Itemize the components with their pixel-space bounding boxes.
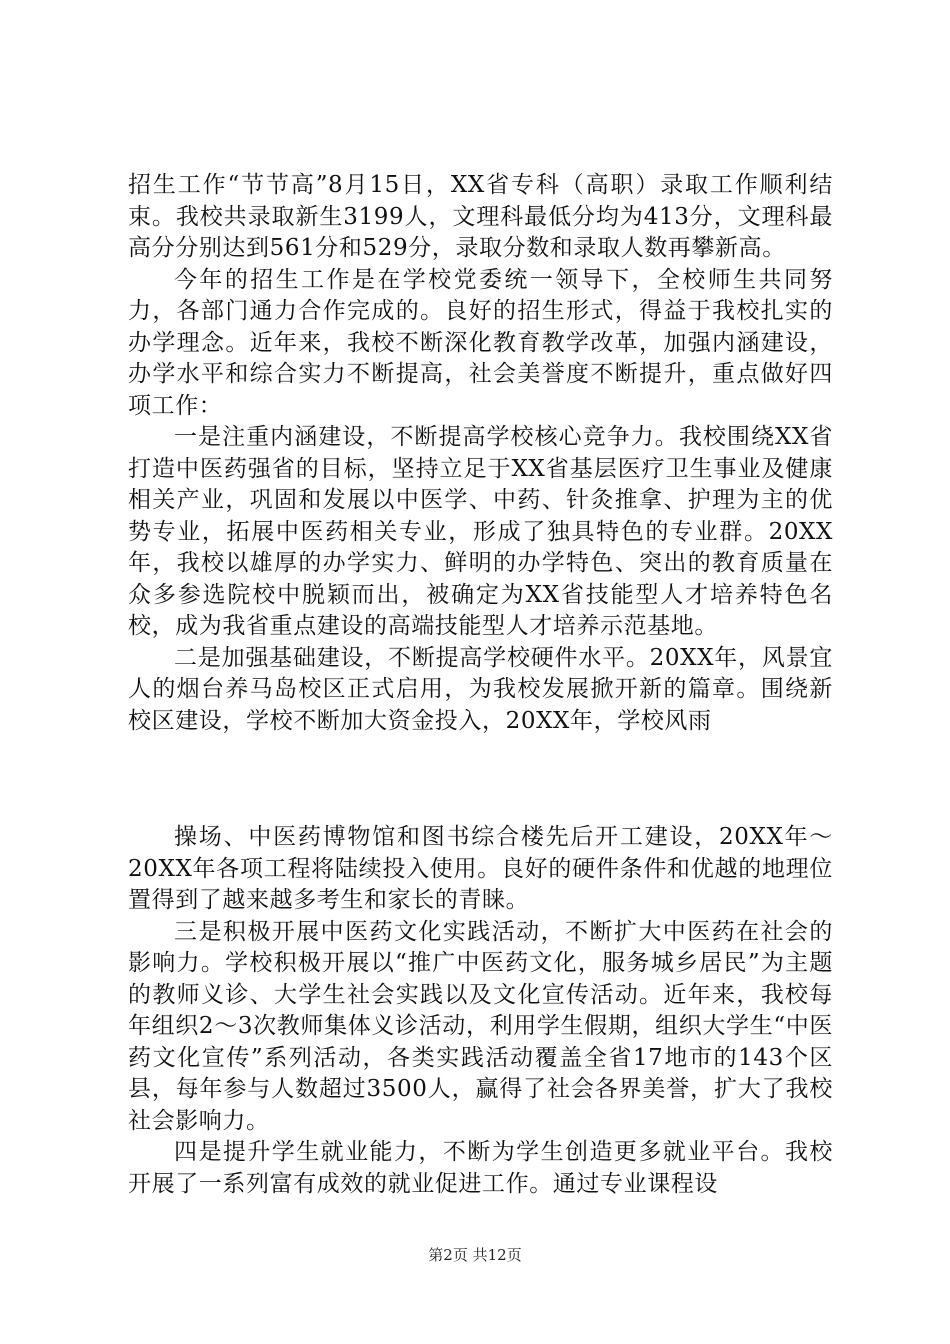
paragraph-point-two-continued: 操场、中医药博物馆和图书综合楼先后开工建设，20XX年～20XX年各项工程将陆续投入使用。良好的硬件条件和优越的地理位置得到了越来越多考生和家长的青睐。 (128, 824, 833, 913)
paragraph-admission-overview: 今年的招生工作是在学校党委统一领导下，全校师生共同努力，各部门通力合作完成的。良好的招生形式，得益于我校扎实的办学理念。近年来，我校不断深化教育教学改革，加强内涵建设，办学水平和综合实力不断提高，社会美誉度不断提升，重点做好四项工作： (128, 266, 833, 419)
paragraph-point-three: 三是积极开展中医药文化实践活动，不断扩大中医药在社会的影响力。学校积极开展以“推广中医药文化，服务城乡居民”为主题的教师义诊、大学生社会实践以及文化宣传活动。近年来，我校每年组织2～3次教师集体义诊活动，利用学生假期，组织大学生“中医药文化宣传”系列活动，各类实践活动覆盖全省17地市的143个区县，每年参与人数超过3500人，赢得了社会各界美誉，扩大了我校社会影响力。 (128, 918, 833, 1134)
text-section-2 (128, 822, 833, 1200)
page-number-footer: 第2页 共12页 (428, 1246, 522, 1264)
paragraph-point-one: 一是注重内涵建设，不断提高学校核心竞争力。我校围绕XX省打造中医药强省的目标，坚持立足于XX省基层医疗卫生事业及健康相关产业，巩固和发展以中医学、中药、针灸推拿、护理为主的优势专业，拓展中医药相关专业，形成了独具特色的专业群。20XX年，我校以雄厚的办学实力、鲜明的办学特色、突出的教育质量在众多参选院校中脱颖而出，被确定为XX省技能型人才培养特色名校，成为我省重点建设的高端技能型人才培养示范基地。 (128, 424, 833, 639)
text-section-1 (128, 170, 833, 737)
paragraph-admission-headline: 招生工作“节节高”8月15日，XX省专科（高职）录取工作顺利结束。我校共录取新生3199人，文理科最低分均为413分，文理科最高分分别达到561分和529分，录取分数和录取人数再攀新高。 (128, 172, 833, 261)
paragraph-point-four: 四是提升学生就业能力，不断为学生创造更多就业平台。我校开展了一系列富有成效的就业促进工作。通过专业课程设 (128, 1139, 833, 1197)
paragraph-point-two: 二是加强基础建设，不断提高学校硬件水平。20XX年，风景宜人的烟台养马岛校区正式启用，为我校发展掀开新的篇章。围绕新校区建设，学校不断加大资金投入，20XX年，学校风雨 (128, 644, 833, 734)
